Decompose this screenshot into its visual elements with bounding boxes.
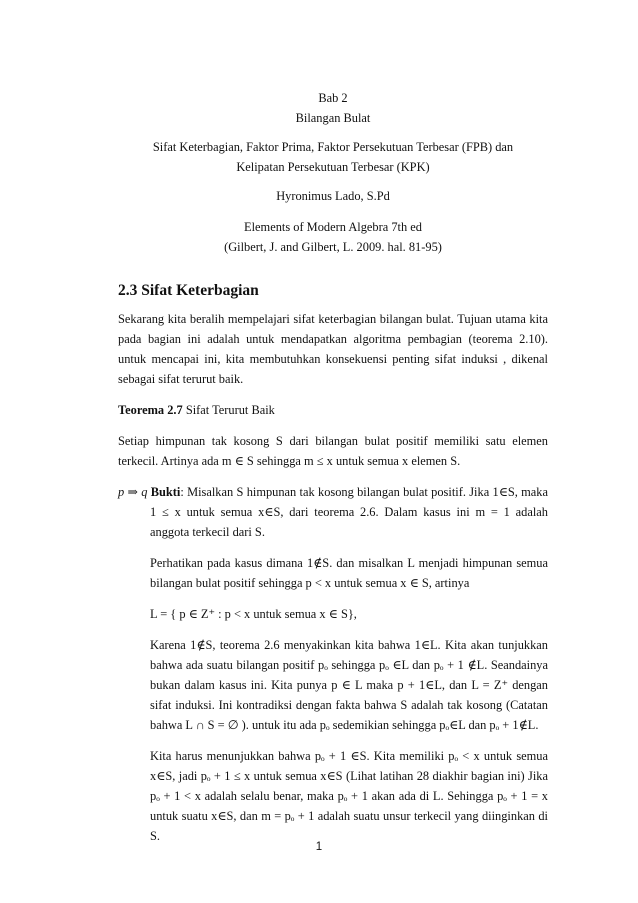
proof-set-definition: L = { p ∈ Z⁺ : p < x untuk semua x ∈ S}, [150, 607, 357, 621]
proof-label: Bukti [150, 485, 181, 499]
subtitle-line-1: Sifat Keterbagian, Faktor Prima, Faktor Persekutuan Terbesar (FPB) dan [152, 140, 514, 154]
subtitle-line-2: Kelipatan Persekutuan Terbesar (KPK) [236, 160, 430, 174]
reference-line-1: Elements of Modern Algebra 7th ed [244, 220, 422, 234]
theorem-heading [118, 400, 548, 420]
theorem-statement: Setiap himpunan tak kosong S dari bilangan bulat positif memiliki satu elemen terkecil. Artinya ada m ∈ S sehingga m ≤ x untuk semua x elemen S. [118, 434, 548, 468]
document-header [118, 88, 548, 257]
reference-line-2: (Gilbert, J. and Gilbert, L. 2009. hal. 81-95) [224, 240, 442, 254]
proof-text-1: : Misalkan S himpunan tak kosong bilangan bulat positif. Jika 1∈S, maka 1 ≤ x untuk semua x∈S, dari teorema 2.6. Dalam kasus ini m = 1 adalah anggota terkecil dari S. [150, 485, 548, 539]
theorem-name: Sifat Terurut Baik [185, 403, 275, 417]
proof-prefix: p ⇒ q [118, 485, 148, 499]
theorem-label: Teorema 2.7 [118, 403, 183, 417]
proof-paragraph-1 [118, 482, 548, 542]
chapter-title: Bilangan Bulat [295, 111, 371, 125]
proof-paragraph-4: Karena 1∉S, teorema 2.6 menyakinkan kita bahwa 1∈L. Kita akan tunjukkan bahwa ada suatu bilangan positif pₒ sehingga pₒ ∈L dan pₒ + 1 ∉L. Seandainya bukan dalam kasus ini. Kita punya p ∈ L maka p + 1∈L, dan L = Z⁺ dengan sifat induksi. Ini kontradiksi dengan fakta bahwa S adalah tak kosong (Catatan bahwa L ∩ S = ∅ ). untuk itu ada pₒ sedemikian sehingga pₒ∈L dan pₒ + 1∉L. [150, 638, 548, 732]
proof-paragraph-2: Perhatikan pada kasus dimana 1∉S. dan misalkan L menjadi himpunan semua bilangan bulat positif sehingga p < x untuk semua x ∈ S, artinya [150, 556, 548, 590]
page-number: 1 [315, 841, 323, 853]
chapter-number: Bab 2 [318, 91, 348, 105]
proof-paragraph-5: Kita harus menunjukkan bahwa pₒ + 1 ∈S. Kita memiliki pₒ < x untuk semua x∈S, jadi pₒ + 1 ≤ x untuk semua x∈S (Lihat latihan 28 diakhir bagian ini) Jika pₒ + 1 < x adalah selalu benar, maka pₒ + 1 akan ada di L. Sehingga pₒ + 1 = x untuk suatu x∈S, dan m = pₒ + 1 adalah suatu unsur terkecil yang diinginkan di S. [150, 749, 548, 843]
section-intro: Sekarang kita beralih mempelajari sifat keterbagian bilangan bulat. Tujuan utama kita pada bagian ini adalah untuk mendapatkan algoritma pembagian (teorema 2.10). untuk mencapai ini, kita membutuhkan konsekuensi penting sifat induksi , dikenal sebagai sifat terurut baik. [118, 312, 548, 386]
section-title: 2.3 Sifat Keterbagian [118, 282, 259, 299]
author: Hyronimus Lado, S.Pd [276, 189, 390, 203]
